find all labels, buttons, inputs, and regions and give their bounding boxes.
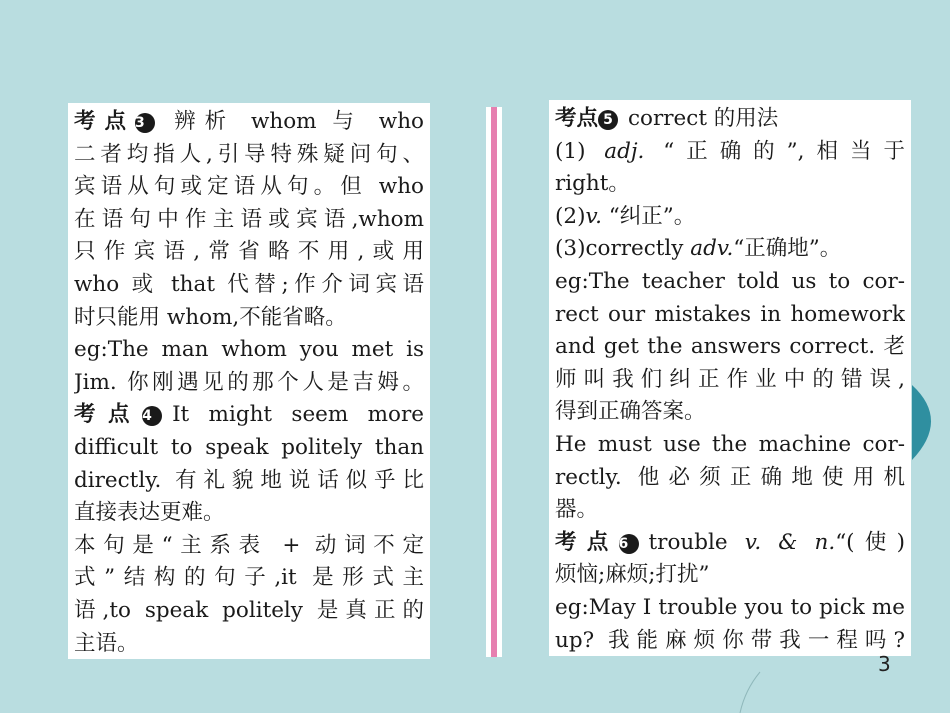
text-line: 本句是“主系表 + 动词不定 [74,532,424,558]
kd6-heading [555,527,905,560]
text-line: 时只能用 whom,不能省略。 [74,304,347,330]
kd5-heading [555,103,905,136]
kd6-meaning: “(使) [835,529,905,555]
text-line: 烦恼;麻烦;打扰” [555,562,710,588]
text-line: Jim. 你刚遇见的那个人是吉姆。 [74,369,424,395]
kd6-pos: v. & n. [744,529,836,555]
kd3-number-badge: 3 [135,113,155,133]
text-line: directly. 有礼貌地说话似乎比 [74,467,424,493]
usage-3 [555,233,905,266]
text-line: eg:May I trouble you to pick me [555,594,905,620]
kd3-label: 考点 [74,109,136,134]
left-panel [68,103,430,659]
usage-3-pos: adv. [690,236,734,262]
kd5-label: 考点 [555,106,599,131]
kd3-title: 辨析 whom 与 who [165,109,424,134]
usage-1 [555,136,905,169]
text-line: eg:The teacher told us to cor- [555,268,905,294]
kd4-label: 考点 [74,402,143,428]
kd3-heading [74,106,424,139]
text-line: 式”结构的句子,it 是形式主 [74,565,424,591]
text-line: rect our mistakes in homework [555,301,905,327]
text-line: up? 我能麻烦你带我一程吗? [555,627,905,653]
text-line: He must use the machine cor- [555,431,905,457]
text-line: 语,to speak politely 是真正的 [74,597,424,623]
right-panel [549,100,911,656]
kd4-number-badge: 4 [142,406,162,426]
text-line: 直接表达更难。 [74,500,225,526]
text-line: 二者均指人,引导特殊疑问句、 [74,141,424,167]
text-line: rectly. 他必须正确地使用机 [555,464,905,490]
kd4-title: It might seem more [172,402,424,428]
divider-bar [491,107,497,657]
usage-1-pos: adj. [604,138,645,164]
usage-2 [555,201,905,234]
text-line: 器。 [555,497,599,523]
usage-2-meaning: “纠正”。 [608,203,696,229]
text-line: who 或 that 代替;作介词宾语 [74,271,424,297]
kd6-label: 考点 [555,529,619,555]
usage-2-index: (2) [555,203,586,229]
usage-3-index: (3)correctly [555,236,684,262]
kd4-heading [74,399,424,432]
usage-3-meaning: “正确地”。 [733,236,842,262]
column-divider [486,107,502,657]
text-line: and get the answers correct. 老 [555,334,905,360]
kd5-title: correct 的用法 [628,106,779,131]
text-line: 主语。 [74,630,139,656]
usage-1-meaning: “正确的”,相当于 [663,138,905,164]
text-line: eg:The man whom you met is [74,337,424,363]
text-line: 得到正确答案。 [555,399,706,425]
text-line: 在语句中作主语或宾语,whom [74,206,424,232]
kd6-word: trouble [648,529,728,555]
text-line: 只作宾语,常省略不用,或用 [74,239,424,265]
kd5-number-badge: 5 [598,110,618,130]
kd6-number-badge: 6 [619,534,639,554]
page-number: 3 [878,652,891,676]
usage-1-index: (1) [555,138,586,164]
text-line: 师叫我们纠正作业中的错误, [555,366,905,392]
text-line: difficult to speak politely than [74,434,424,460]
text-line: 宾语从句或定语从句。但 who [74,174,424,200]
text-line: right。 [555,171,630,197]
usage-2-pos: v. [585,203,602,229]
